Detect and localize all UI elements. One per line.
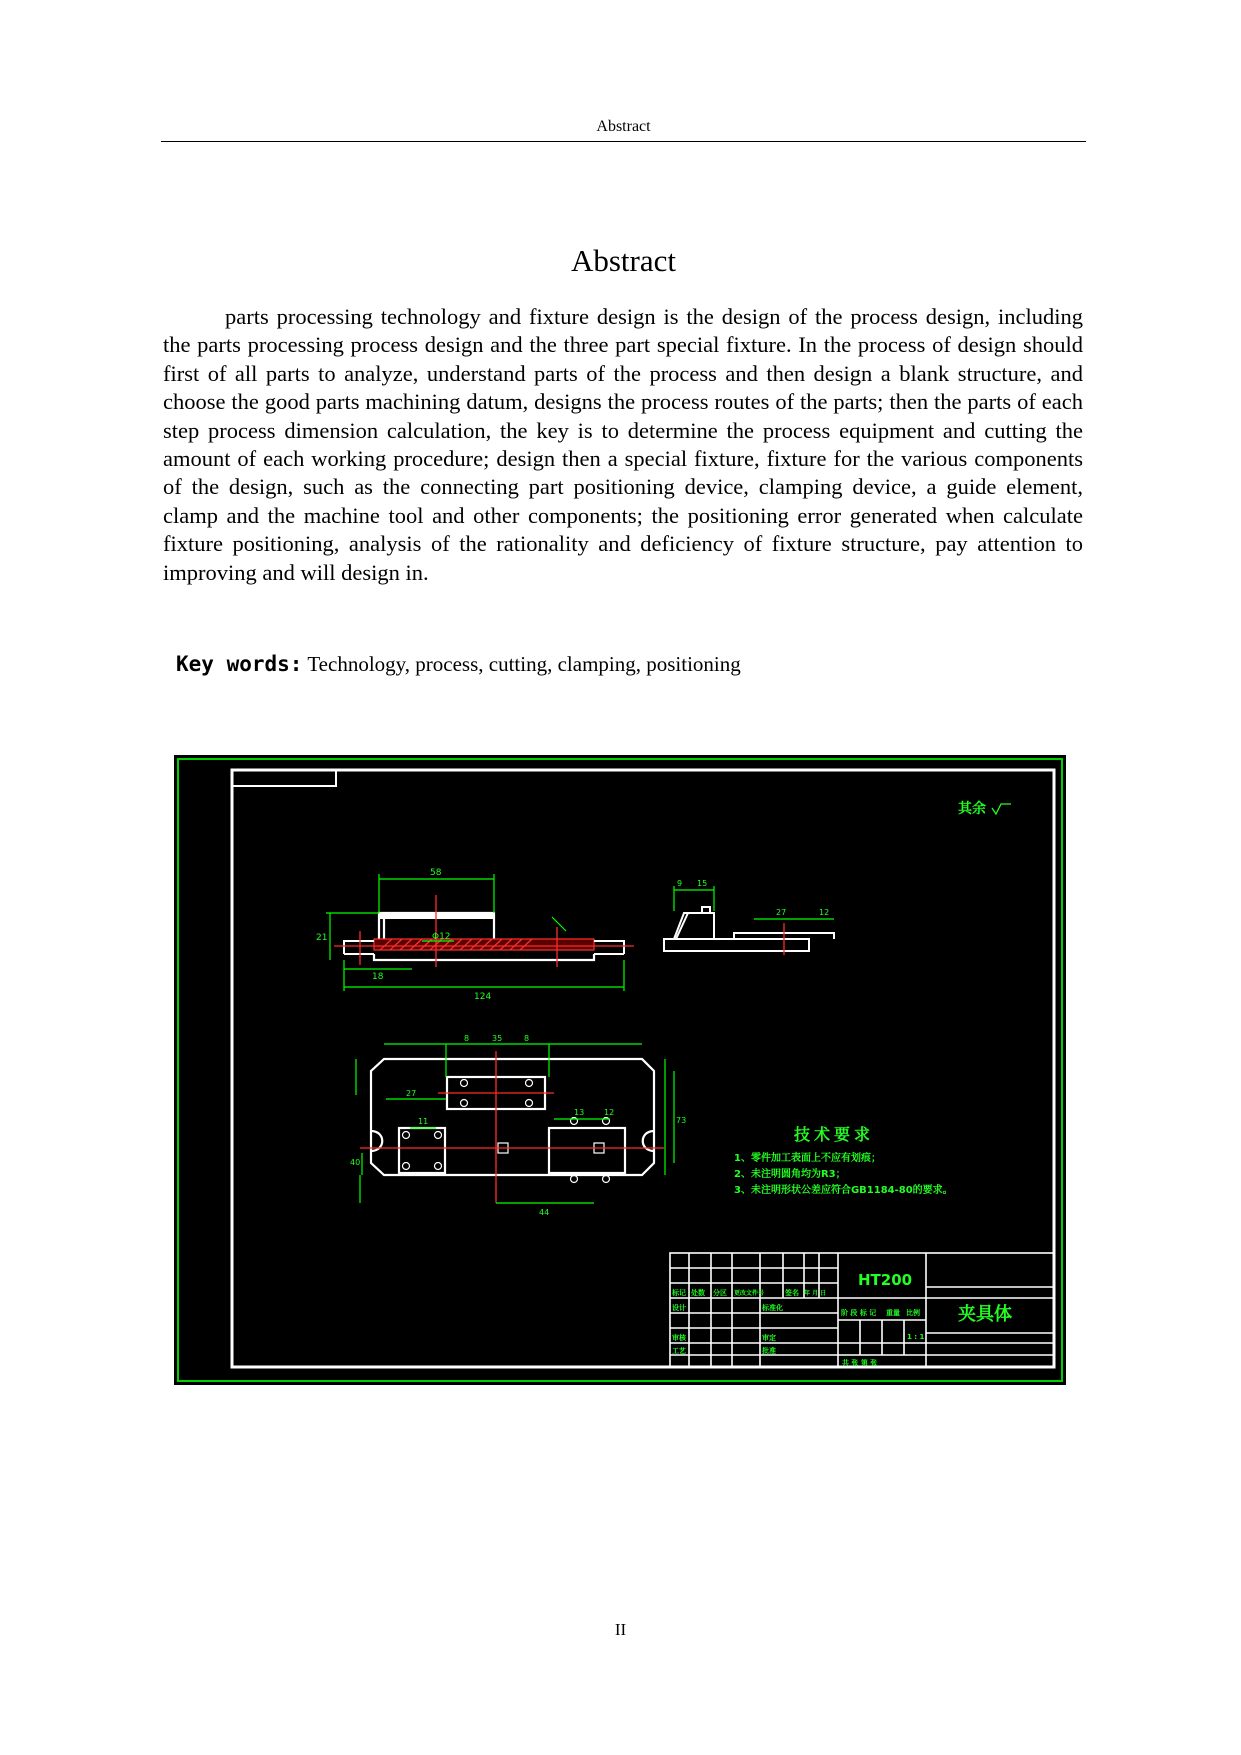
title-block-approval: 审定: [762, 1334, 776, 1342]
dim-plan-i: 40: [350, 1158, 361, 1167]
title-block-label-zone: 分区: [713, 1289, 727, 1297]
title-block-scale-label: 比例: [906, 1309, 920, 1317]
drawing-background: [174, 755, 1066, 1385]
page-number: II: [614, 1620, 627, 1639]
dim-side-c: 27: [776, 908, 787, 917]
title-block-authorization: 批准: [762, 1347, 776, 1355]
abstract-body: parts processing technology and fixture design is the design of the process design, including the parts processing process design and the three part special fixture. In the process of design should first of all parts to analyze, understand parts of the process and then design a blank structure, and choose the good parts machining datum, designs the process routes of the parts; then the parts of each step process dimension calculation, the key is to determine the process equipment and cutting the amount of each working procedure; design then a special fixture, fixture for the various components of the design, such as the connecting part positioning device, clamping device, a guide element, clamp and the machine tool and other components; the positioning error generated when calculate fixture positioning, analysis of the rationality and deficiency of fixture structure, pay attention to improving and will design in.: [163, 304, 1083, 585]
surface-note: 其余: [958, 801, 986, 817]
running-header: Abstract: [596, 118, 651, 135]
tech-requirement-2: 2、未注明圆角均为R3；: [734, 1169, 846, 1180]
title-block-label-change: 更改文件号: [734, 1290, 765, 1297]
tech-requirement-3: 3、未注明形状公差应符合GB1184-80的要求。: [734, 1185, 953, 1196]
dim-side-a: 9: [677, 879, 683, 888]
dim-front-height: 21: [316, 933, 328, 943]
title-block-weight: 重量: [886, 1309, 900, 1317]
tech-requirement-1: 1、零件加工表面上不应有划痕；: [734, 1153, 881, 1164]
tech-requirements-title: 技术要求: [794, 1125, 875, 1144]
dim-front-width: 58: [430, 868, 442, 878]
dim-hole-diameter: Φ12: [432, 932, 451, 942]
fixture-drawing: [174, 755, 1066, 1385]
title-block-standardization: 标准化: [762, 1304, 783, 1312]
keywords-value: Technology, process, cutting, clamping, positioning: [307, 652, 741, 676]
dim-plan-g: 12: [604, 1108, 615, 1117]
dim-plan-e: 11: [418, 1117, 429, 1126]
dim-plan-b: 35: [492, 1034, 503, 1043]
title-block-stage: 阶 段 标 记: [841, 1309, 877, 1317]
dim-total-length: 124: [474, 992, 492, 1002]
front-section-hatch: [374, 939, 594, 950]
title-block-label-date: 年 月 日: [804, 1290, 827, 1297]
dim-side-b: 15: [697, 879, 708, 888]
title-block-label-mark: 标记: [672, 1289, 686, 1297]
title-block-sheet: 共 张 第 张: [842, 1359, 878, 1367]
title-block-process: 工艺: [672, 1347, 686, 1355]
dim-plan-c: 8: [524, 1034, 530, 1043]
dim-plan-d: 27: [406, 1089, 417, 1098]
dim-plan-a: 8: [464, 1034, 470, 1043]
dim-side-d: 12: [819, 908, 830, 917]
header-rule: [161, 141, 1086, 142]
dim-plan-h: 73: [676, 1116, 687, 1125]
dim-plan-f: 13: [574, 1108, 585, 1117]
title-block-label-count: 处数: [691, 1289, 705, 1297]
title-block-part-name: 夹具体: [958, 1304, 1012, 1325]
title-block-label-sign: 签名: [785, 1289, 799, 1297]
keywords-label: Key words:: [176, 652, 303, 676]
dim-plan-j: 44: [539, 1208, 550, 1217]
dim-bottom-left: 18: [372, 972, 384, 982]
keywords: [176, 652, 741, 677]
title-block-scale: 1 : 1: [907, 1333, 925, 1341]
abstract-title: Abstract: [570, 243, 677, 278]
title-block-reviewer: 审核: [672, 1334, 686, 1342]
title-block-designer: 设计: [672, 1304, 686, 1312]
title-block-material: HT200: [858, 1271, 913, 1289]
